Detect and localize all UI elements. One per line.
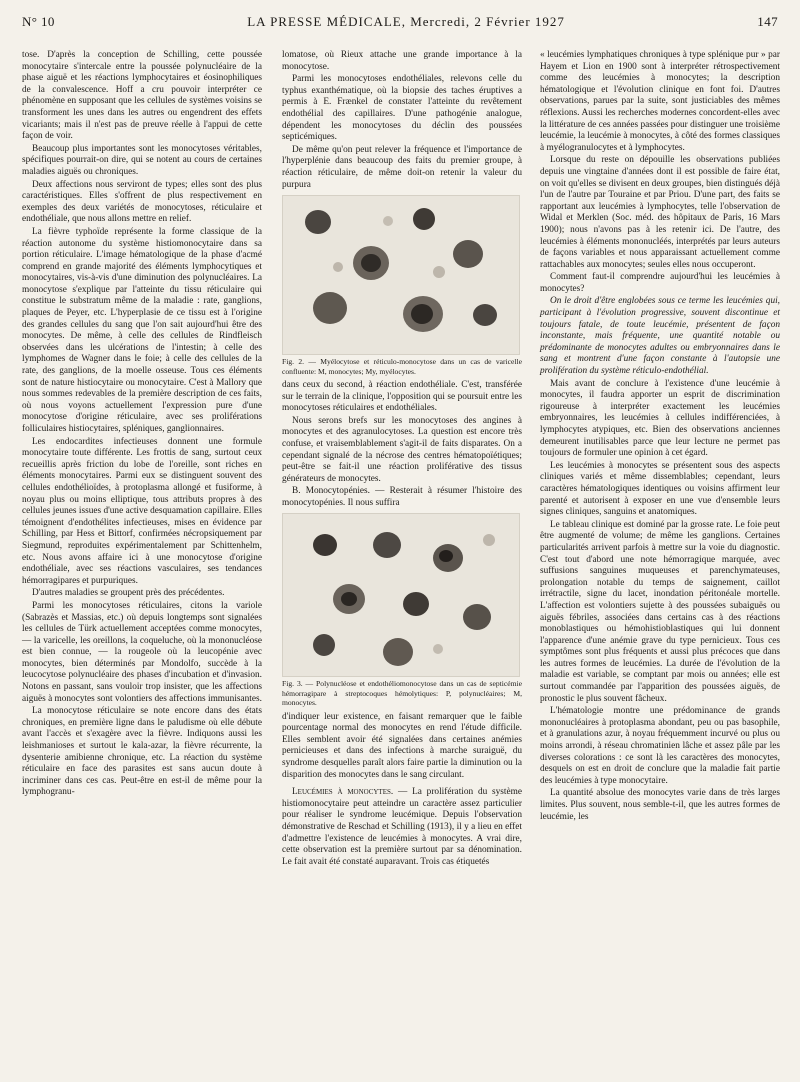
figure-3-micrograph	[282, 513, 520, 677]
paragraph: La monocytose réticulaire se note encore dans des états chroniques, en première ligne dans le paludisme où elle débute avant l'accès et s'exagère avec la fièvre. Indiquons aussi les leishmanioses et surtout le kala-azar, la fièvre récurrente, la dysenterie amibienne chronique, etc. La réaction du système réticulaire en face des parasites est sans aucun doute à incriminer dans ces cas. Peut-être en est-il de même pour la lymphogranu-	[22, 706, 262, 798]
figure-2-micrograph	[282, 195, 520, 355]
paragraph: Comment faut-il comprendre aujourd'hui les leucémies à monocytes?	[540, 272, 780, 294]
paragraph: La quantité absolue des monocytes varie dans de très larges limites. Plus souvent, nous semble-t-il, que les autres formes de leucémie, les	[540, 788, 780, 822]
paragraph: d'indiquer leur existence, en faisant remarquer que le faible pourcentage normal des monocytes en rend l'étude difficile. Elles semblent avoir été signalées dans certaines anémies pernicieuses et dans des infections à marche suraiguë, du syndrome desquelles paraît alors faire partie la diminution ou la disparition des monocytes dans le sang circulant.	[282, 711, 522, 780]
paragraph: Parmi les monocytoses endothéliales, relevons celle du typhus exanthématique, où la biopsie des taches éruptives a permis à E. Frænkel de constater l'atteinte du revêtement endothélial des capillaires. D'une pathogénie analogue, dépendent les monocytoses du déclin des poussées septicémiques.	[282, 74, 522, 143]
column-right	[540, 50, 780, 824]
column-middle	[282, 50, 522, 869]
running-title: LA PRESSE MÉDICALE, Mercredi, 2 Février 1927	[247, 14, 565, 29]
paragraph: « leucémies lymphatiques chroniques à type splénique pur » par Hayem et Lion en 1900 sont à interpréter rétrospectivement comme des leucémies à monocytes; la description hématologique et l'évolution clinique en font foi. D'autres observations, parues par la suite, sont justiciables des mêmes réflexions. Aussi les recherches modernes concordent-elles avec la littérature de ces années passées pour distinguer une troisième leucémie, la leucémie à monocytes, à côté des formes classiques à myélogranulocytes et à lymphocytes.	[540, 50, 780, 153]
page-number: 147	[757, 14, 778, 29]
paragraph: tose. D'après la conception de Schilling, cette poussée monocytaire s'intercale entre la poussée polynucléaire de la phase aiguë et les réactions lymphocytaires et éosinophiliques de la convalescence. Hoff a cru pouvoir interpréter ce phénomène en supposant que les cellules de systèmes voisins se transforment les unes dans les autres ou engendrent des effets vicariants; mais il n'est pas de preuve réelle à l'appui de cette façon de voir.	[22, 50, 262, 142]
paragraph: De même qu'on peut relever la fréquence et l'importance de l'hyperplénie dans beaucoup des faits du premier groupe, à réaction réticulaire, de même doit-on retenir la valeur du purpura	[282, 144, 522, 190]
issue-number: N° 10	[22, 14, 55, 29]
paragraph: lomatose, où Rieux attache une grande importance à la monocytose.	[282, 50, 522, 72]
paragraph: Lorsque du reste on dépouille les observations publiées depuis une vingtaine d'années dont il est possible de faire état, on voit qu'elles se divisent en deux groupes, bien distingués déjà l'un de l'autre par Touraine et par Priou. D'une part, des faits se rapportant aux leucémies à lymphocytes, telle l'observation de Widal et Merklen (Soc. méd. des hôpitaux de Paris, 16 Mars 1900); nous n'avons pas à les retenir ici. De l'autre, des leucémies à éléments mononucléés, interprétés par leurs auteurs de façons variables et nous apparaissant actuellement comme rattachables aux monocytes; seules elles nous occuperont.	[540, 155, 780, 270]
paragraph: Nous serons brefs sur les monocytoses des angines à monocytes et des agranulocytoses. La question est encore très confuse, et vraisemblablement s'agit-il de faits disparates. On a cependant signalé de la nécrose des centres hématopoïétiques; peut-être se fait-il une réaction proliférative des tissus générateurs de monocytes.	[282, 415, 522, 484]
section-leucemies	[282, 787, 522, 868]
paragraph: B. Monocytopénies. — Resterait à résumer l'histoire des monocytopénies. Il nous suffira	[282, 486, 522, 508]
paragraph: D'autres maladies se groupent près des précédentes.	[32, 588, 225, 599]
paragraph: Parmi les monocytoses réticulaires, citons la variole (Sabrazès et Massias, etc.) où depuis longtemps sont signalées les cellules de Türk actuellement acceptées comme monocytes, — la varicelle, les oreillons, la coqueluche, où la mononucléose est bien connue, — la rougeole où la leucopénie avec monocytes, bien déterminés par Mondolfo, succède à la leucocytose polynucléaire des phases d'incubation et d'invasion. Notons en passant, sans vouloir trop insister, que les affections aiguës à monocytes sont volontiers des affections immunisantes.	[22, 600, 262, 704]
paragraph: Les endocardites infectieuses donnent une formule monocytaire toute différente. Les frottis de sang, surtout ceux recueillis après friction du lobe de l'oreille, sont riches en éléments monocytaires. Parmi eux se distinguent souvent des cellules endothélioïdes, à protoplasma allongé et fusiforme, à noyau plus ou moins elliptique, tous attributs propres à des cellules jeunes issues d'une active desquamation capillaire. Elles témoignent d'endothélites infectieuses, mises en évidence par Schilling, par Hess et Bittorf, confirmées nécropsiquement par Siegmund, reproduites expérimentalement par Schittenhelm, etc. Nous avons affaire ici à une monocytose d'origine endothéliale, avec ses réactions vasculaires, ses tendances hémorragipares et purpuriques.	[22, 436, 262, 586]
paragraph: Beaucoup plus importantes sont les monocytoses véritables, spécifiques pourrait-on dire, qui se notent au cours de certaines maladies aiguës ou chroniques.	[22, 143, 262, 177]
paragraph: dans ceux du second, à réaction endothéliale. C'est, transférée sur le terrain de la clinique, l'opposition qui se poursuit entre les monocytoses réticulaires et endothéliales.	[282, 379, 522, 414]
section-text: — La prolifération du système histiomonocytaire peut atteindre un caractère assez particulier pour réaliser le syndrome leucémique. Depuis l'observation démonstrative de Reschad et Schilling (1913), il y a lieu en effet d'admettre l'existence de leucémies à monocytes. A vrai dire, cette observation est la première surtout par sa dénomination. Le fait avait été constaté auparavant. Trois cas étiquetés	[282, 787, 522, 867]
page-header	[22, 14, 778, 34]
paragraph: Mais avant de conclure à l'existence d'une leucémie à monocytes, il faudra apporter un esprit de discrimination rigoureuse à interpréter exactement les leucémies embryonnaires, les leucémies à cellules indifférenciées, à lymphocytes atypiques, etc. Bien des observations anciennes demeurent inutilisables parce que leur lecture ne permet pas toujours de formuler une opinion à cet égard.	[540, 378, 780, 459]
figure-3-caption: Fig. 3. — Polynucléose et endothéliomonocytose dans un cas de septicémie hémorragipare à streptocoques hémolytiques: P, polynucléaires; M, monocytes.	[282, 679, 522, 708]
column-left	[22, 50, 262, 800]
paragraph: Deux affections nous serviront de types; elles sont des plus caractéristiques. Elles s'offrent de plus respectivement en exemples des deux variétés de monocytoses, réticulaire et endothéliale, que nous allons mettre en relief.	[22, 179, 262, 225]
paragraph: La fièvre typhoïde représente la forme classique de la réaction autonome du système histiomonocytaire dans sa portion réticulaire. L'image hématologique de la phase d'acmé comprend en grande majorité des éléments lymphocytiques et monocytaires, vis-à-vis d'une diminution des polynucléaires. La monocytose s'explique par l'atteinte du tissu réticulaire qui constitue le substratum même de la maladie : rate, ganglions, plaques de Peyer, etc. L'hyperplasie de ce tissu est à l'origine des grandes cellules du sang que l'on sait aujourd'hui être des monocytes. De même, à celle des cellules de Rindfleisch observées dans les ulcérations de l'intestin; à celle des lymphomes de Wagner dans le foie; à celle des cellules de la rate, des ganglions, de la moelle osseuse. Tous ces éléments sont de nature histiocytaire ou monocytaire. C'est à Mallory que nous sommes redevables de la première description de ces faits, où nous voyons actuellement l'expression pure d'une monocytose d'origine réticulaire, avec ses proliférations folliculaires histiocytaires, spléniques, ganglionnaires.	[22, 226, 262, 434]
section-heading: Leucémies à monocytes.	[292, 787, 394, 798]
paragraph: Le tableau clinique est dominé par la grosse rate. Le foie peut être augmenté de volume; de même les ganglions. Certaines particularités arrivent parfois à mettre sur la voie du diagnostic. C'est tout d'abord une note hémorragique marquée, avec suffusions sanguines muqueuses et parenchymateuses, prolongation notable du temps de saignement, caillot irrétractile, signe du lacet, inondation péritonéale mortelle. L'affection est volontiers sujette à des poussées subaiguës ou aiguës fébriles, associées dans certains cas à des réactions monoblastiques ou hémohistioblastiques qui lui donnent l'apparence d'une anémie grave du type pernicieux. Tous ces symptômes sont plus fréquents et aussi plus précoces que dans les autres formes de leucémies. La durée de l'évolution de la maladie est variable, se comptant par mois ou années; elle est surtout commandée par l'apparition des poussées aiguës, de pronostic le plus souvent fâcheux.	[540, 519, 780, 704]
paragraph: On le droit d'être englobées sous ce terme les leucémies qui, participant à l'évolution progressive, souvent discontinue et toujours fatale, de toute leucémie, présentent de façon inconstante, mais fréquente, une quantité notable ou prédominante de monocytes adultes ou embryonnaires dans le sang et montrent d'une façon constante à l'autopsie une prolifération du système réticulo-endothélial.	[540, 296, 780, 377]
paragraph: L'hématologie montre une prédominance de grands mononucléaires à protoplasma abondant, peu ou pas basophile, et à granulations azur, à noyau fréquemment incurvé ou plus ou moins arrondi, à réseau chromatinien lâche et assez pâle par les diverses colorations : ce sont là les caractères des monocytes, desquels on est en droit de conclure que la maladie fait partie des leucémies à type monocytaire.	[540, 706, 780, 786]
paragraph: Les leucémies à monocytes se présentent sous des aspects cliniques variés et même dissemblables; cependant, leurs caractères hématologiques identiques ou voisins affirment leur parenté et autorisent à exposer en une vue d'ensemble leurs signes cliniques, sanguins et anatomiques.	[540, 460, 780, 518]
figure-2-caption: Fig. 2. — Myélocytose et réticulo-monocytose dans un cas de varicelle confluente: M, monocytes; My, myélocytes.	[282, 357, 522, 376]
